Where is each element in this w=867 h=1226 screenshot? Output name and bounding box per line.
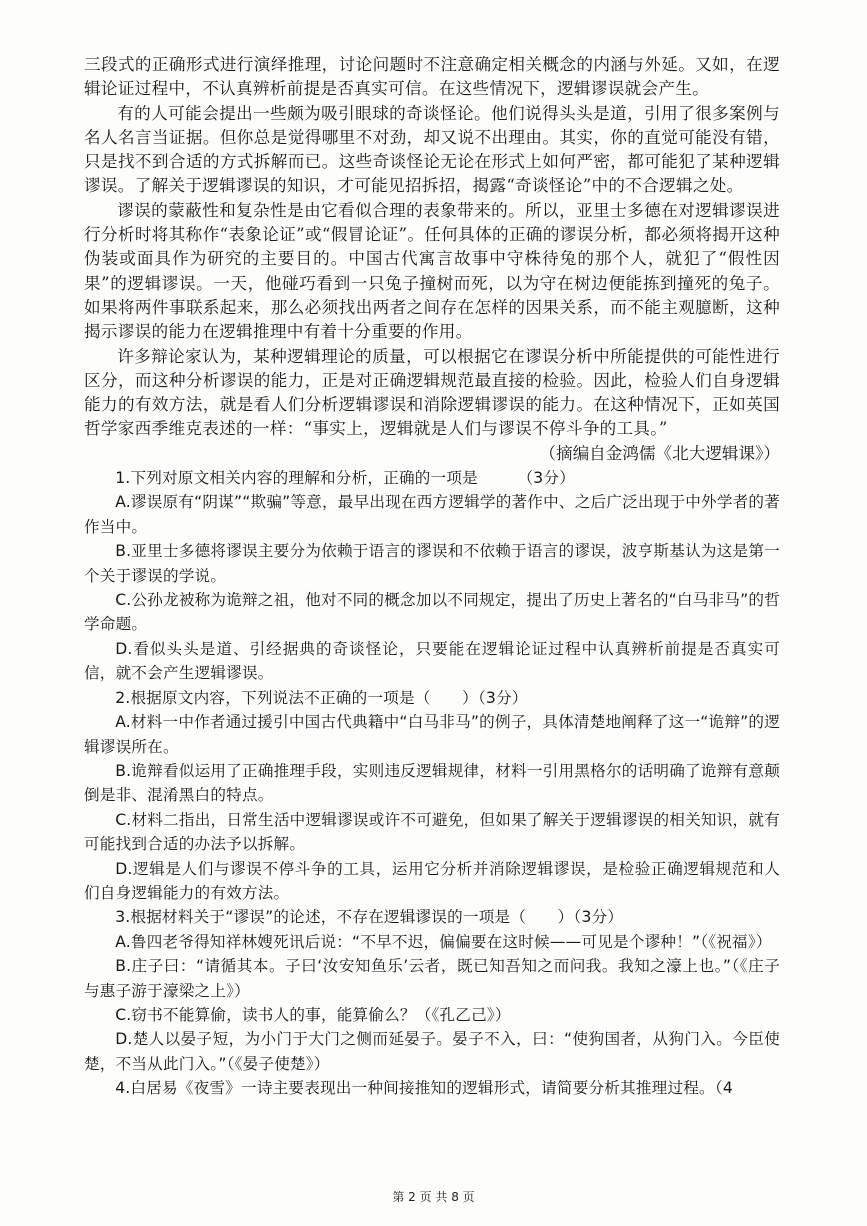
option-d: D.楚人以晏子短，为小门于大门之侧而延晏子。晏子不入，曰：“使狗国者，从狗门入。今臣使楚，不当从此门入。”（《晏子使楚》） xyxy=(84,1030,780,1073)
page-content xyxy=(84,53,780,1101)
option-c: C.公孙龙被称为诡辩之祖，他对不同的概念加以不同规定，提出了历史上著名的“白马非马”的哲学命题。 xyxy=(84,591,780,634)
article-paragraph-continued: 三段式的正确形式进行演绎推理，讨论问题时不注意确定相关概念的内涵与外延。又如，在逻辑论证过程中，不认真辨析前提是否真实可信。在这些情况下，逻辑谬误就会产生。 xyxy=(84,55,780,99)
page-number: 第 2 页 共 8 页 xyxy=(392,1190,475,1204)
option-d: D.逻辑是人们与谬误不停斗争的工具，运用它分析并消除逻辑谬误，是检验正确逻辑规范和人们自身逻辑能力的有效方法。 xyxy=(84,859,780,902)
option-c: C.窃书不能算偷，读书人的事，能算偷么？（《孔乙己》） xyxy=(115,1005,511,1024)
option-b: B.亚里士多德将谬误主要分为依赖于语言的谬误和不依赖于语言的谬误，波亨斯基认为这是第一个关于谬误的学说。 xyxy=(84,542,780,585)
question-4 xyxy=(84,1076,780,1100)
question-stem: 2.根据原文内容，下列说法不正确的一项是（ ）（3分） xyxy=(115,688,528,707)
article-paragraph: 许多辩论家认为，某种逻辑理论的质量，可以根据它在谬误分析中所能提供的可能性进行区分，而这种分析谬误的能力，正是对正确逻辑规范最直接的检验。因此，检验人们自身逻辑能力的有效方法，就是看人们分析逻辑谬误和消除逻辑谬误的能力。在这种情况下，正如英国哲学家西季维克表述的一样：“事实上，逻辑就是人们与谬误不停斗争的工具。” xyxy=(84,346,780,439)
option-d: D.看似头头是道、引经据典的奇谈怪论，只要能在逻辑论证过程中认真辨析前提是否真实可信，就不会产生逻辑谬误。 xyxy=(84,639,780,683)
question-3 xyxy=(84,905,780,1076)
article-paragraph: 有的人可能会提出一些颇为吸引眼球的奇谈怪论。他们说得头头是道，引用了很多案例与名人名言当证据。但你总是觉得哪里不对劲，却又说不出理由。其实，你的直觉可能没有错，只是找不到合适的方式拆解而已。这些奇谈怪论无论在形式上如何严密，都可能犯了某种逻辑谬误。了解关于逻辑谬误的知识，才可能见招拆招，揭露“奇谈怪论”中的不合逻辑之处。 xyxy=(84,103,780,196)
option-b: B.诡辩看似运用了正确推理手段，实则违反逻辑规律，材料一引用黑格尔的话明确了诡辩有意颠倒是非、混淆黑白的特点。 xyxy=(84,761,780,805)
question-stem: 1.下列对原文相关内容的理解和分析，正确的一项是 （3分） xyxy=(115,469,576,488)
option-c: C.材料二指出，日常生活中逻辑谬误或许不可避免，但如果了解关于逻辑谬误的相关知识，就有可能找到合适的办法予以拆解。 xyxy=(84,810,780,854)
question-1 xyxy=(84,466,780,686)
question-stem: 3.根据材料关于“谬误”的论述，不存在逻辑谬误的一项是（ ）（3分） xyxy=(115,908,624,927)
question-stem: 4.白居易《夜雪》一诗主要表现出一种间接推知的逻辑形式，请简要分析其推理过程。（4 xyxy=(115,1079,733,1098)
option-b: B.庄子曰：“请循其本。子曰‘汝安知鱼乐’云者，既已知吾知之而问我。我知之濠上也。”（《庄子与惠子游于濠梁之上》） xyxy=(84,957,780,1000)
option-a: A.材料一中作者通过援引中国古代典籍中“白马非马”的例子，具体清楚地阐释了这一“诡辩”的逻辑谬误所在。 xyxy=(84,713,781,756)
question-2 xyxy=(84,686,780,906)
option-a: A.鲁四老爷得知祥林嫂死讯后说：“不早不迟，偏偏要在这时候——可见是个谬种！”（《祝福》） xyxy=(115,932,772,951)
option-a: A.谬误原有“阴谋”“欺骗”等意，最早出现在西方逻辑学的著作中、之后广泛出现于中外学者的著作当中。 xyxy=(84,493,781,536)
article-paragraph: 谬误的蒙蔽性和复杂性是由它看似合理的表象带来的。所以，亚里士多德在对逻辑谬误进行分析时将其称作“表象论证”或“假冒论证”。任何具体的正确的谬误分析，都必须将揭开这种伪装或面具作为研究的主要目的。中国古代寓言故事中守株待兔的那个人，就犯了“假性因果”的逻辑谬误。一天，他碰巧看到一只兔子撞树而死，以为守在树边便能拣到撞死的兔子。如果将两件事联系起来，那么必须找出两者之间存在怎样的因果关系，而不能主观臆断，这种揭示谬误的能力在逻辑推理中有着十分重要的作用。 xyxy=(84,200,780,342)
article-source: （摘编自金鸿儒《北大逻辑课》） xyxy=(539,443,780,463)
